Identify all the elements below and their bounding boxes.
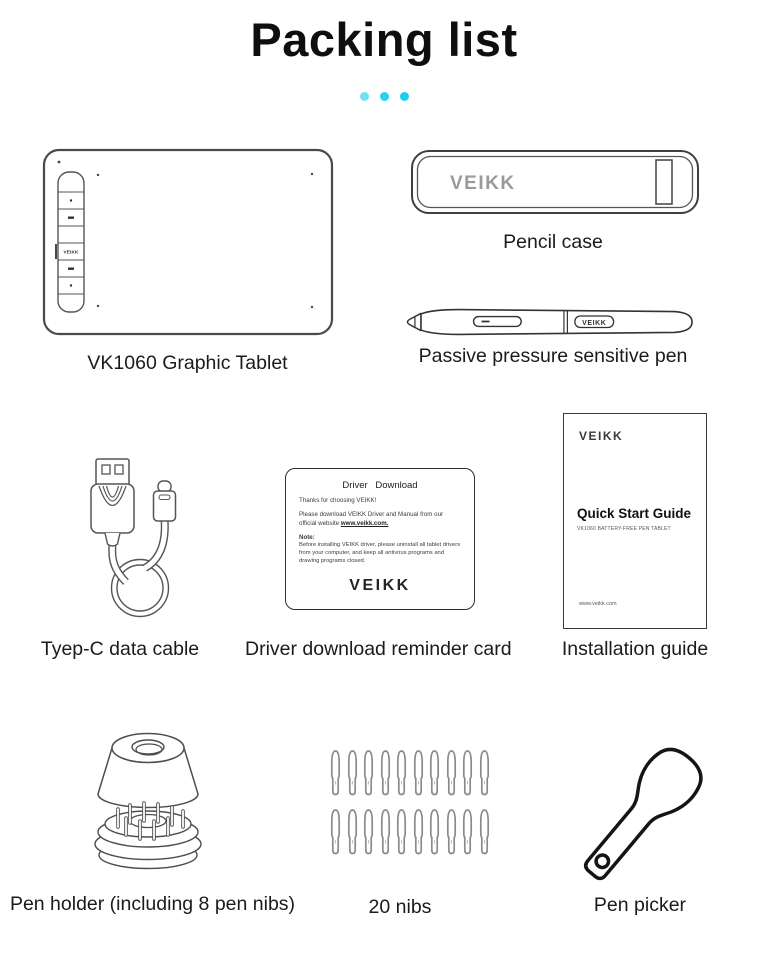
page-title: Packing list xyxy=(250,13,518,66)
nib-drawing xyxy=(412,807,425,857)
nib-drawing xyxy=(379,748,392,798)
nib-drawing xyxy=(395,807,408,857)
card-line2: Please download VEIKK Driver and Manual from our official website www.veikk.com. xyxy=(299,511,444,527)
pen-veikk-logo: VEIKK xyxy=(582,319,607,327)
tablet-veikk-logo: VEIKK xyxy=(63,249,79,255)
tablet-button-strip xyxy=(58,172,84,312)
guide-veikk-logo: VEIKK xyxy=(579,429,624,443)
nib-drawing xyxy=(329,748,342,798)
card-note-label: Note: xyxy=(299,534,315,542)
nib-drawing xyxy=(379,807,392,857)
nib-drawing xyxy=(362,748,375,798)
graphic-tablet-drawing xyxy=(42,148,334,336)
nib-drawing xyxy=(346,748,359,798)
guide-footer-url: www.veikk.com xyxy=(579,601,617,607)
divider-dot xyxy=(380,92,389,101)
nib-drawing xyxy=(428,748,441,798)
pen-picker-label: Pen picker xyxy=(593,894,687,916)
usb-a-connector xyxy=(91,459,134,546)
title-divider-dots xyxy=(0,92,768,101)
divider-dot xyxy=(360,92,369,101)
nib-drawing xyxy=(478,748,491,798)
guide-label: Installation guide xyxy=(561,638,709,660)
pen-holder-label: Pen holder (including 8 pen nibs) xyxy=(9,893,296,915)
nib-drawing xyxy=(412,748,425,798)
nib-drawing xyxy=(461,807,474,857)
nib-drawing xyxy=(445,748,458,798)
pencil-case-veikk-logo: VEIKK xyxy=(450,173,516,194)
divider-dot xyxy=(400,92,409,101)
card-website-link: www.veikk.com. xyxy=(340,519,389,527)
pen-label: Passive pressure sensitive pen xyxy=(418,345,688,367)
tablet-label: VK1060 Graphic Tablet xyxy=(87,352,288,374)
nibs-label: 20 nibs xyxy=(368,896,432,918)
pencil-case-label: Pencil case xyxy=(503,231,603,253)
nib-drawing xyxy=(346,807,359,857)
pen-picker-drawing xyxy=(575,730,710,888)
pen-rocker-button xyxy=(474,317,522,327)
pen-nib xyxy=(407,313,420,330)
card-title: Driver Download xyxy=(342,480,418,491)
reminder-card-label: Driver download reminder card xyxy=(245,638,512,660)
nib-drawing xyxy=(362,807,375,857)
nib-drawing xyxy=(428,807,441,857)
pencil-case-drawing xyxy=(410,149,700,215)
tablet-button-dot-icon xyxy=(70,284,72,286)
nib-drawing xyxy=(461,748,474,798)
tablet-button-dash-icon xyxy=(68,268,74,270)
nib-drawing xyxy=(395,748,408,798)
nibs-drawing xyxy=(329,748,495,857)
pen-drawing xyxy=(404,302,702,342)
pen-holder-drawing xyxy=(88,718,213,880)
guide-title: Quick Start Guide xyxy=(577,506,692,521)
tablet-button-dot-icon xyxy=(70,199,72,201)
card-line1: Thanks for choosing VEIKK! xyxy=(299,497,377,504)
cable-label: Tyep-C data cable xyxy=(40,638,200,660)
tablet-button-dash-icon xyxy=(68,217,74,219)
card-note-text: Before installing VEIKK driver, please uninstall all tablet drivers from your computer, and keep all antivirus programs and drawing programs closed. xyxy=(299,542,461,564)
nib-drawing xyxy=(445,807,458,857)
nib-drawing xyxy=(329,807,342,857)
nib-drawing xyxy=(478,807,491,857)
cable-drawing xyxy=(55,455,225,630)
pencil-case-slot xyxy=(656,160,672,204)
guide-subtitle: VK1060 BATTERY-FREE PEN TABLET xyxy=(577,526,671,532)
quick-start-guide-drawing xyxy=(563,413,707,629)
driver-reminder-card-drawing xyxy=(285,468,475,610)
card-veikk-logo: VEIKK xyxy=(349,576,411,594)
usb-c-connector xyxy=(154,481,176,521)
